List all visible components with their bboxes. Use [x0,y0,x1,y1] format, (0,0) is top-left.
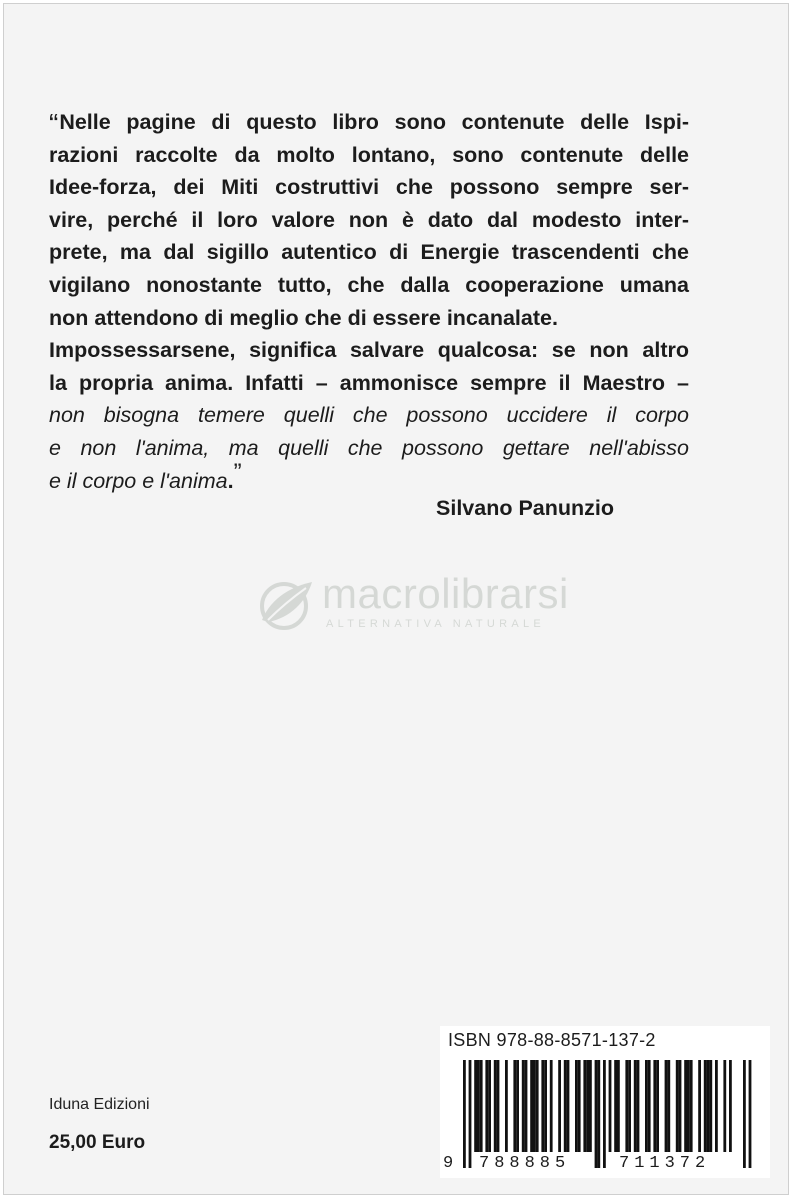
barcode-bar [614,1060,617,1152]
barcode-bar [595,1060,598,1168]
quote-line-9: la propria anima. Infatti – ammonisce sempre il Maestro – [49,370,689,395]
barcode-bar [656,1060,659,1152]
cover-quote [49,104,689,497]
isbn-label: ISBN 978-88-8571-137-2 [448,1030,656,1050]
barcode-bar [723,1060,726,1152]
barcode-bar [690,1060,693,1152]
barcode-bar [676,1060,679,1152]
barcode-bar [530,1060,533,1152]
barcode-bar [477,1060,480,1152]
barcode-bar [488,1060,491,1152]
publisher-name: Iduna Edizioni [49,1096,150,1113]
barcode-bar [749,1060,752,1168]
barcode-bar [525,1060,528,1152]
leaf-logo-icon [254,576,316,632]
barcode-bar [485,1060,488,1152]
barcode-bar [707,1060,710,1152]
barcode-bar [536,1060,539,1152]
barcode-bar [550,1060,553,1152]
barcode-bar [687,1060,690,1152]
barcode-bar [567,1060,570,1152]
barcode-bar [513,1060,516,1152]
quote-line-3: Idee-forza, dei Miti costruttivi che possono sempre ser- [49,175,689,200]
barcode-bar [603,1060,606,1168]
open-quote-mark: “ [49,108,59,139]
barcode-bar [648,1060,651,1152]
barcode-bar [679,1060,682,1152]
barcode-bar [704,1060,707,1152]
barcode-bar [575,1060,578,1152]
barcode-left-digits: 788885 [479,1154,571,1173]
barcode-bar [628,1060,631,1152]
watermark [254,570,569,642]
barcode-bar [497,1060,500,1152]
barcode-bar [505,1060,508,1152]
barcode-bar [533,1060,536,1152]
book-back-cover [3,3,789,1195]
barcode-bar [609,1060,612,1152]
quote-line-7: non attendono di meglio che di essere incanalate. [49,305,558,330]
quote-line-11: e non l'anima, ma quelli che possono gettare nell'abisso [49,435,689,460]
barcode-bar [634,1060,637,1152]
barcode-bar [541,1060,544,1152]
quote-line-8: Impossessarsene, significa salvare qualcosa: se non altro [49,338,689,363]
quote-line-4: vire, perché il loro valore non è dato dal modesto inter- [49,207,689,232]
barcode-bar [480,1060,483,1152]
barcode-bar [684,1060,687,1152]
barcode-bar [463,1060,466,1168]
barcode-bar [474,1060,477,1152]
quote-line-5: prete, ma dal sigillo autentico di Energie trascendenti che [49,240,689,265]
barcode-bar [522,1060,525,1152]
barcode-bar [516,1060,519,1152]
barcode-right-digits: 711372 [619,1154,711,1173]
barcode-bar [653,1060,656,1152]
barcode-bar [617,1060,620,1152]
barcode-bar [665,1060,668,1152]
quote-line-10: non bisogna temere quelli che possono uccidere il corpo [49,403,689,428]
quote-line-12: e il corpo e l'anima.” [49,458,242,493]
barcode-panel [440,1026,770,1178]
barcode-bar [558,1060,561,1152]
barcode-bar [564,1060,567,1152]
barcode-bar [743,1060,746,1168]
barcode-bar [715,1060,718,1152]
quote-line-6: vigilano nonostante tutto, che dalla cooperazione umana [49,272,689,297]
barcode-bar [544,1060,547,1152]
watermark-name: macrolibrarsi [322,570,569,617]
quote-author: Silvano Panunzio [436,496,614,520]
close-quote-mark: ” [233,458,242,486]
barcode-bar [729,1060,732,1152]
barcode-bar [625,1060,628,1152]
barcode-bar [578,1060,581,1152]
barcode-bar [469,1060,472,1168]
barcode-bar [645,1060,648,1152]
watermark-tagline: ALTERNATIVA NATURALE [326,618,546,630]
barcode-bar [494,1060,497,1152]
barcode-bar [589,1060,592,1152]
barcode-bar [667,1060,670,1152]
barcode-first-digit: 9 [443,1154,454,1173]
price: 25,00 Euro [49,1132,146,1153]
quote-line-1: “Nelle pagine di questo libro sono contenute delle Ispi- [49,108,689,139]
quote-line-2: razioni raccolte da molto lontano, sono contenute delle [49,142,689,167]
barcode-bar [637,1060,640,1152]
barcode-bar [709,1060,712,1152]
barcode-bar [583,1060,586,1152]
barcode-bar [586,1060,589,1152]
barcode-bar [698,1060,701,1152]
barcode-bar [597,1060,600,1168]
